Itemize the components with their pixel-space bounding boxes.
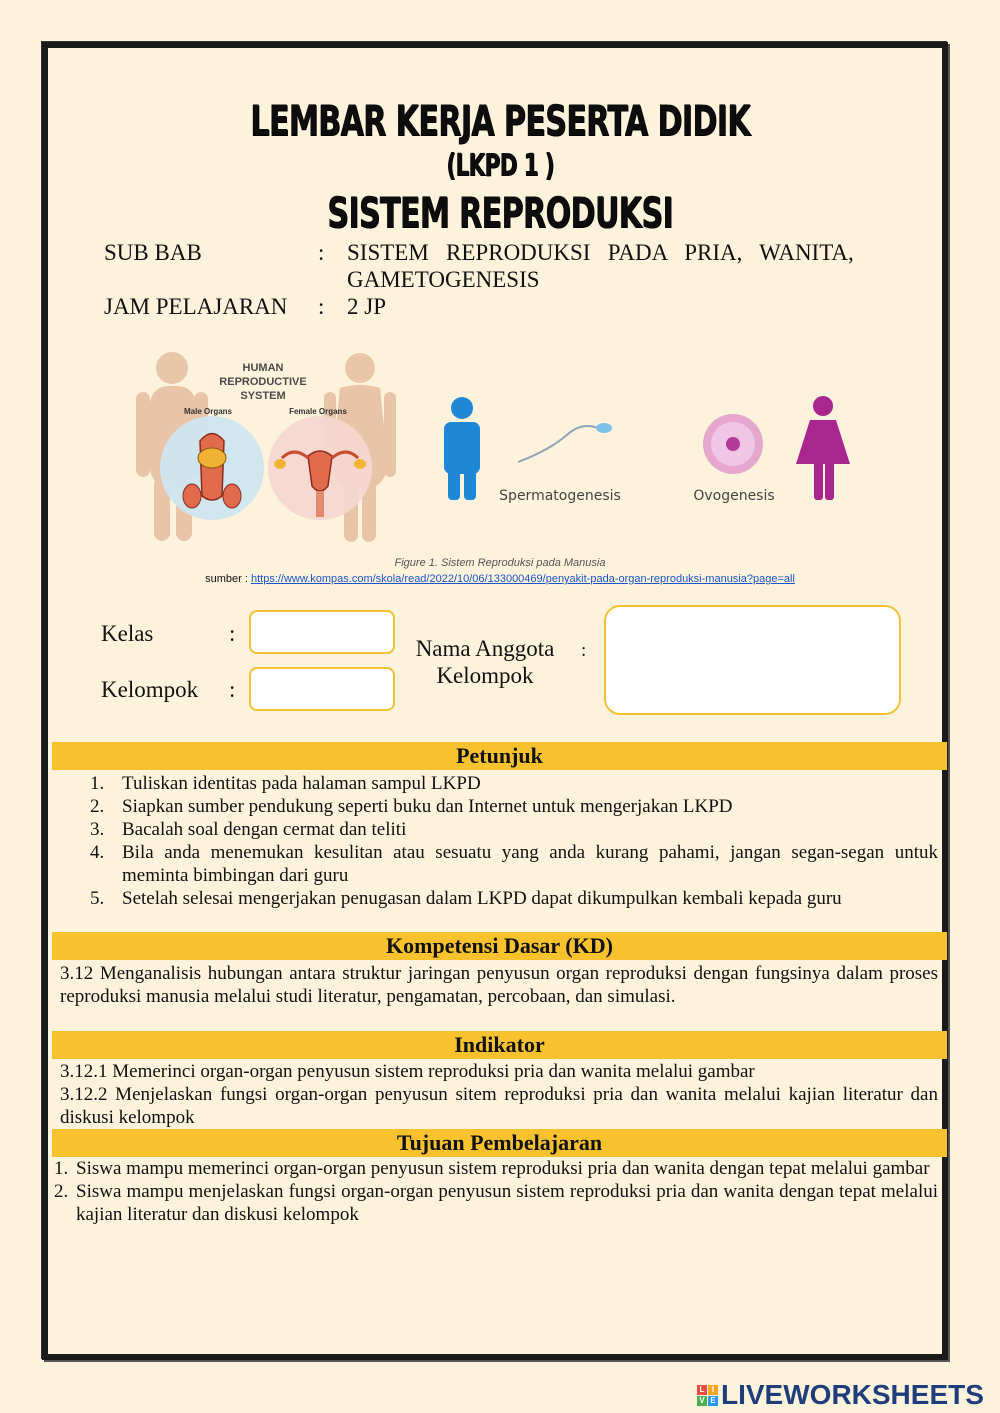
petunjuk-item: 2. Siapkan sumber pendukung seperti buku dan Internet untuk mengerjakan LKPD	[90, 796, 733, 817]
source-prefix: sumber :	[205, 573, 251, 585]
petunjuk-heading: Petunjuk	[52, 742, 947, 770]
nama-anggota-colon: :	[581, 640, 587, 661]
petunjuk-item: 4. Bila anda menemukan kesulitan atau sesuatu yang anda kurang pahami, jangan segan-segan untuk meminta bimbingan dari guru	[90, 842, 938, 886]
poster-title-line2: REPRODUCTIVE	[219, 376, 307, 388]
kd-text: 3.12 Menganalisis hubungan antara struktur jaringan penyusun organ reproduksi dengan fungsinya dalam proses reproduksi manusia melalui studi literatur, pengamatan, percobaan, dan simulasi.	[60, 963, 938, 1007]
liveworksheets-logo-text: LIVEWORKSHEETS	[721, 1379, 984, 1410]
tujuan-list	[54, 1157, 938, 1226]
tujuan-heading: Tujuan Pembelajaran	[52, 1129, 947, 1157]
sub-bab-value-line2: GAMETOGENESIS	[347, 267, 540, 292]
figure-source	[0, 573, 1000, 585]
liveworksheets-logo[interactable]	[697, 1379, 984, 1411]
sub-bab-label: SUB BAB	[104, 240, 202, 265]
sperm-cell-icon	[518, 423, 612, 462]
indikator-item-1: 3.12.1 Memerinci organ-organ penyusun sistem reproduksi pria dan wanita melalui gambar	[60, 1061, 755, 1082]
nama-anggota-input[interactable]	[604, 605, 901, 715]
spermatogenesis-label: Spermatogenesis	[499, 488, 621, 504]
petunjuk-item: 5. Setelah selesai mengerjakan penugasan dalam LKPD dapat dikumpulkan kembali kepada guru	[90, 888, 842, 909]
kelompok-colon: :	[229, 677, 236, 702]
kelas-input[interactable]	[249, 610, 395, 654]
male-person-icon	[444, 397, 480, 500]
poster-title-line1: HUMAN	[242, 362, 284, 374]
kelas-colon: :	[229, 621, 236, 646]
kelompok-input[interactable]	[249, 667, 395, 711]
reproductive-system-illustration	[130, 346, 860, 546]
worksheet-topic: SISTEM REPRODUKSI	[327, 188, 673, 237]
sub-bab-value-line1: SISTEM REPRODUKSI PADA PRIA, WANITA,	[347, 240, 854, 265]
liveworksheets-logo-icon: L I V E	[697, 1385, 718, 1406]
jam-pelajaran-value: 2 JP	[347, 294, 386, 319]
tujuan-item: 1. Siswa mampu memerinci organ-organ penyusun sistem reproduksi pria dan wanita dengan tepat melalui gambar	[54, 1158, 930, 1179]
kelompok-label: Kelompok	[101, 677, 199, 702]
petunjuk-item: 1. Tuliskan identitas pada halaman sampul LKPD	[90, 773, 481, 794]
petunjuk-list	[60, 772, 938, 910]
nama-anggota-label-line1: Nama Anggota	[415, 636, 555, 661]
petunjuk-item: 3. Bacalah soal dengan cermat dan teliti	[90, 819, 407, 840]
female-person-icon	[796, 396, 850, 500]
source-link[interactable]: https://www.kompas.com/skola/read/2022/10/06/133000469/penyakit-pada-organ-reproduksi-manusia?page=all	[250, 573, 795, 585]
indikator-item-2: 3.12.2 Menjelaskan fungsi organ-organ penyusun sitem reproduksi pria dan wanita melalui kajian literatur dan diskusi kelompok	[60, 1084, 938, 1128]
sub-bab-colon: :	[318, 240, 325, 265]
ovum-cell-icon	[703, 414, 763, 474]
kelas-label: Kelas	[101, 621, 154, 646]
figure-caption: Figure 1. Sistem Reproduksi pada Manusia	[394, 557, 606, 569]
male-organs-label: Male Organs	[183, 407, 233, 416]
worksheet-title: LEMBAR KERJA PESERTA DIDIK	[250, 96, 750, 145]
jam-pelajaran-colon: :	[318, 294, 325, 319]
ovogenesis-label: Ovogenesis	[693, 488, 775, 504]
jam-pelajaran-label: JAM PELAJARAN	[104, 294, 288, 319]
tujuan-item: 2. Siswa mampu menjelaskan fungsi organ-organ penyusun sistem reproduksi pria dan wanita dengan tepat melalui kajian literatur dan diskusi kelompok	[54, 1181, 938, 1225]
poster-title-line3: SYSTEM	[240, 390, 286, 402]
kd-heading: Kompetensi Dasar (KD)	[52, 932, 947, 960]
female-organs-label: Female Organs	[289, 407, 347, 416]
worksheet-subtitle: (LKPD 1 )	[446, 148, 554, 183]
indikator-heading: Indikator	[52, 1031, 947, 1059]
nama-anggota-label-line2: Kelompok	[436, 663, 534, 688]
